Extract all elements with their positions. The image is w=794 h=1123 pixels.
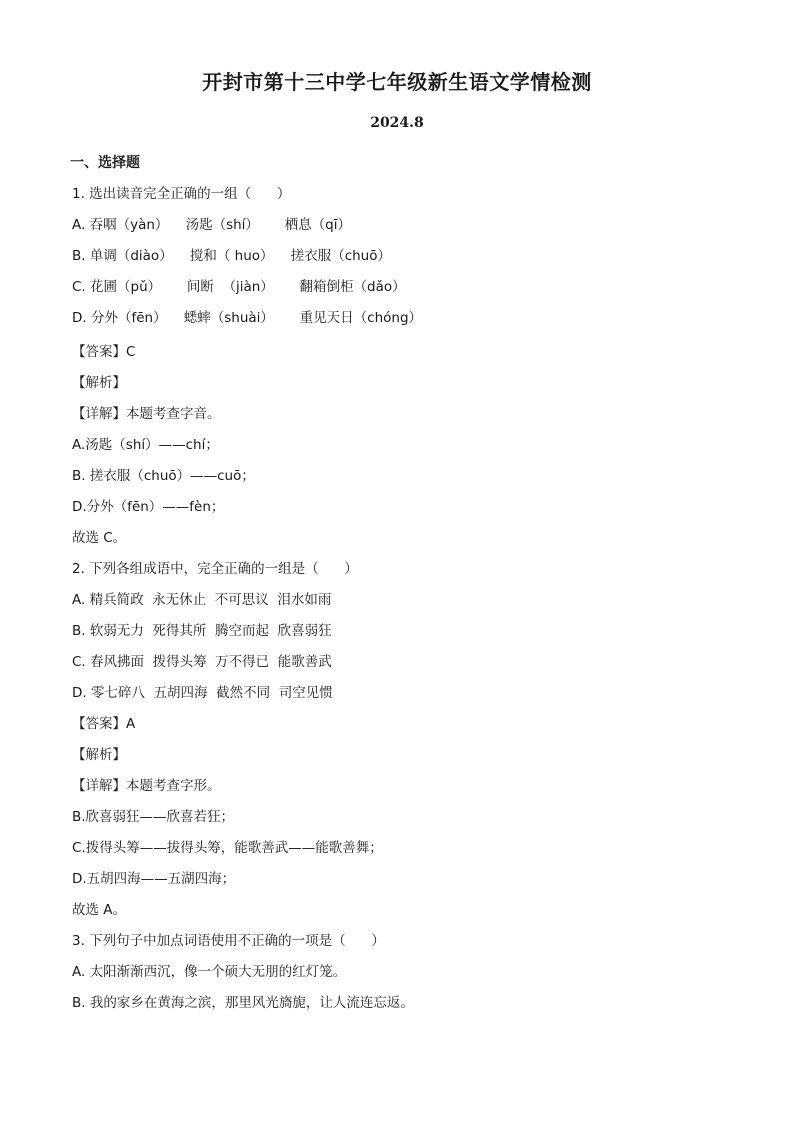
answer-1: 【答案】C: [72, 344, 136, 360]
detail-2-line-c: C.拨得头筹——拔得头筹，能歌善武——能歌善舞；: [72, 840, 383, 856]
answer-2: 【答案】A: [72, 716, 136, 732]
question-3-stem: 3. 下列句子中加点词语使用不正确的一项是（ ）: [72, 933, 385, 949]
question-1-option-d: D. 分外（fēn） 蟋蟀（shuài） 重见天日（chóng）: [72, 310, 423, 326]
question-3-option-a: A. 太阳渐渐西沉，像一个硕大无朋的红灯笼。: [72, 964, 347, 980]
question-1-stem: 1. 选出读音完全正确的一组（ ）: [72, 186, 291, 202]
detail-2-conclusion: 故选 A。: [72, 902, 127, 918]
question-1-option-b: B. 单调（diào） 搅和（ huo） 搓衣服（chuō）: [72, 248, 391, 264]
document-date: 2024.8: [370, 115, 424, 131]
question-2-option-b: B. 软弱无力 死得其所 腾空而起 欣喜弱狂: [72, 623, 332, 639]
document-title: 开封市第十三中学七年级新生语文学情检测: [202, 70, 592, 94]
detail-1-line-b: B. 搓衣服（chuō）——cuō；: [72, 468, 255, 484]
detail-2-line-b: B.欣喜弱狂——欣喜若狂；: [72, 809, 235, 825]
question-2-option-a: A. 精兵简政 永无休止 不可思议 泪水如雨: [72, 592, 332, 608]
detail-2-line-d: D.五胡四海——五湖四海；: [72, 871, 236, 887]
analysis-1-heading: 【解析】: [72, 375, 126, 391]
question-2-option-c: C. 春风拂面 拨得头筹 万不得已 能歌善武: [72, 654, 332, 670]
detail-2-heading: 【详解】本题考查字形。: [72, 778, 221, 794]
question-1-option-a: A. 吞咽（yàn） 汤匙（shí） 栖息（qī）: [72, 217, 351, 233]
detail-1-conclusion: 故选 C。: [72, 530, 127, 546]
question-2-stem: 2. 下列各组成语中，完全正确的一组是（ ）: [72, 561, 358, 577]
detail-1-heading: 【详解】本题考查字音。: [72, 406, 221, 422]
detail-1-line-a: A.汤匙（shí）——chí；: [72, 437, 219, 453]
question-3-option-b: B. 我的家乡在黄海之滨，那里风光旖旎，让人流连忘返。: [72, 995, 414, 1011]
question-2-option-d: D. 零七碎八 五胡四海 截然不同 司空见惯: [72, 685, 333, 701]
question-1-option-c: C. 花圃（pǔ） 间断 （jiàn） 翻箱倒柜（dǎo）: [72, 279, 406, 295]
analysis-2-heading: 【解析】: [72, 747, 126, 763]
detail-1-line-d: D.分外（fēn）——fèn；: [72, 499, 225, 515]
section-heading: 一、选择题: [70, 155, 140, 171]
document-body: [72, 183, 752, 1023]
